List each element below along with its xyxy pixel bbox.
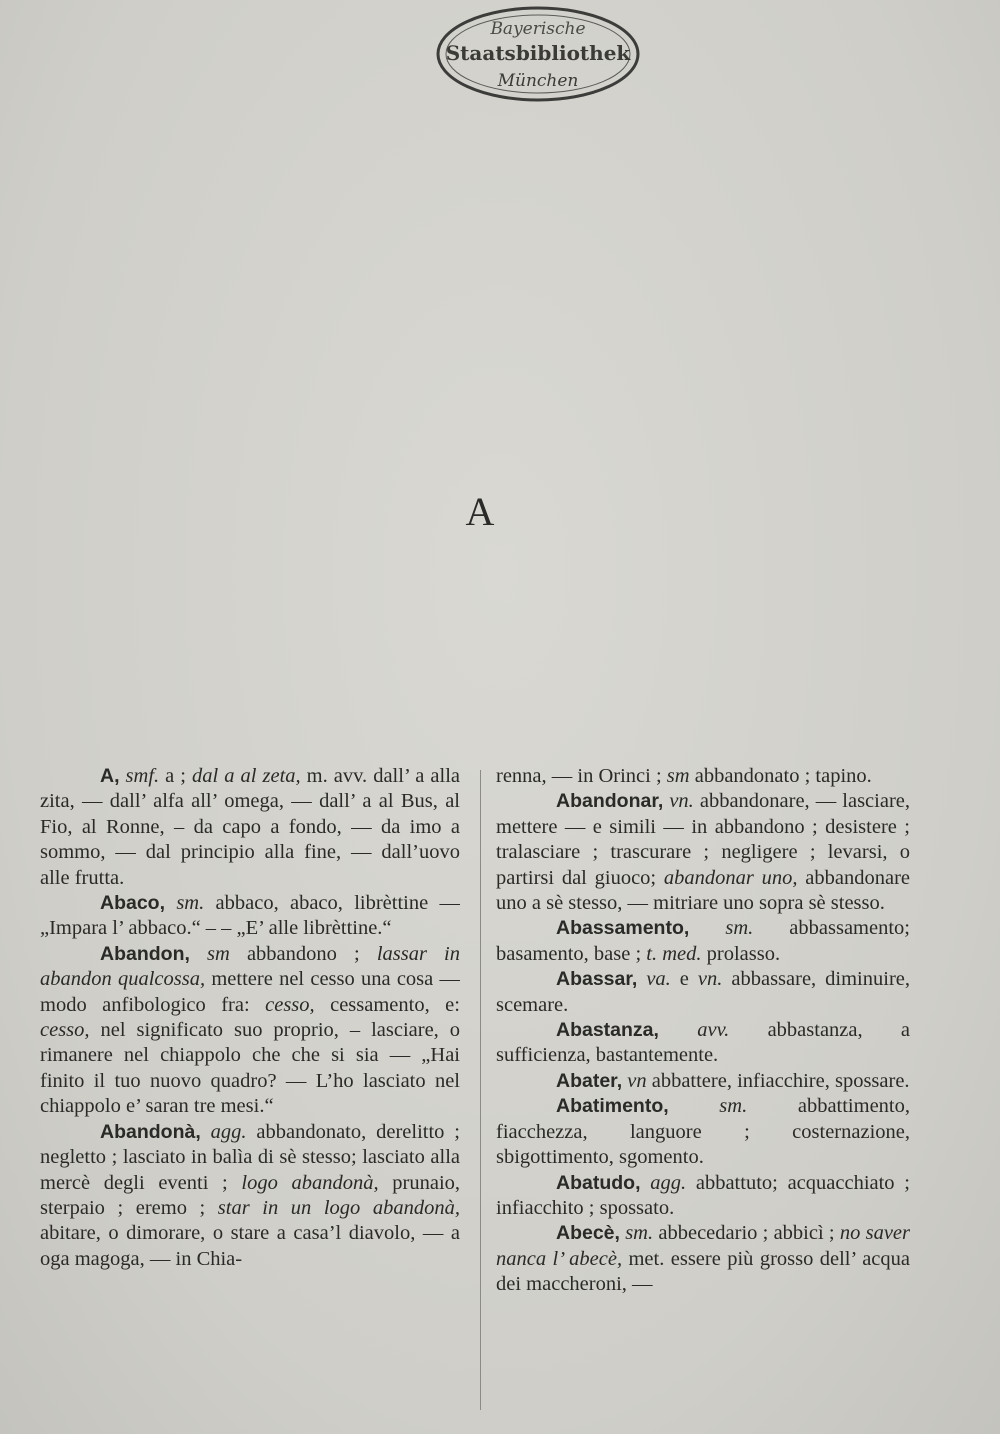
headword: Abandonà,: [100, 1120, 201, 1143]
entry-abassamento: Abassamento, sm. abbassamento; basamento, base ; t. med. prolasso.: [496, 917, 910, 965]
left-column: [40, 764, 460, 1414]
grammar-tag: agg.: [210, 1120, 247, 1143]
library-stamp-seal: [432, 2, 644, 106]
column-divider: [480, 770, 481, 1410]
grammar-tag: sm.: [725, 917, 754, 940]
headword: Abandon,: [100, 942, 190, 965]
section-letter-heading: A: [465, 489, 495, 534]
grammar-tag: sm.: [719, 1095, 748, 1118]
entry-abassar: Abassar, va. e vn. abbassare, diminuire, scemare.: [496, 968, 910, 1016]
grammar-tag: vn: [627, 1069, 647, 1092]
headword: Abatudo,: [556, 1171, 641, 1194]
grammar-tag: smf.: [125, 765, 160, 787]
headword: Abandonar,: [556, 790, 664, 813]
headword: Abatimento,: [556, 1095, 669, 1118]
right-column: [496, 764, 910, 1414]
headword: Abecè,: [556, 1222, 620, 1245]
stamp-line-3: München: [497, 71, 579, 91]
headword: Abassar,: [556, 968, 638, 991]
entry-abandona-continued: renna, — in Orinci ; sm abbandonato ; tapino.: [496, 765, 872, 787]
grammar-tag: avv.: [697, 1019, 730, 1042]
entry-abandon: Abandon, sm abbandono ; lassar in abandon qualcossa, mettere nel cesso una cosa — modo anfibologico fra: cesso, cessamento, e: cesso, nel significato suo proprio, – lasciare, o rimanere nel chiappolo che che si sia — „Hai finito il tuo nuovo quadro? — L’ho lasciato nel chiappolo e’ saran tre mesi.“: [40, 942, 460, 1118]
headword: Abater,: [556, 1069, 623, 1092]
headword: Abastanza,: [556, 1019, 659, 1042]
headword: Abassamento,: [556, 917, 690, 940]
grammar-tag: agg.: [650, 1171, 687, 1194]
grammar-tag: sm: [207, 942, 230, 965]
library-stamp: [432, 2, 644, 106]
entry-abastanza: Abastanza, avv. abbastanza, a sufficienza, bastantemente.: [496, 1019, 910, 1067]
entry-a: A, smf. a ; dal a al zeta, m. avv. dall’ a alla zita, — dall’ alfa all’ omega, — dall’ a al Bus, al Fio, al Ronne, – da capo a fondo, — da imo a sommo, — dal principio alla fine, — dall’uovo alle frutta.: [40, 765, 460, 889]
stamp-line-1: Bayerische: [490, 19, 586, 39]
headword: Abaco,: [100, 892, 166, 915]
grammar-tag: vn.: [669, 790, 694, 813]
entry-abater: Abater, vn abbattere, infiacchire, spossare.: [556, 1069, 910, 1092]
grammar-tag: va.: [646, 968, 671, 991]
grammar-tag: sm.: [176, 892, 205, 915]
headword: A,: [100, 765, 120, 787]
stamp-line-2: Staatsbibliothek: [445, 41, 631, 65]
entry-abatimento: Abatimento, sm. abbattimento, fiacchezza, languore ; costernazione, sbigottimento, sgomento.: [496, 1095, 910, 1169]
grammar-tag: sm.: [625, 1222, 654, 1245]
entry-abandonar: Abandonar, vn. abbandonare, — lasciare, mettere — e simili — in abbandono ; desistere ; tralasciare ; trascurare ; negligere ; levarsi, o partirsi dal giuoco; abandonar uno, abbandonare uno a sè stesso, — mitriare uno sopra sè stesso.: [496, 790, 910, 915]
entry-abatudo: Abatudo, agg. abbattuto; acquacchiato ; infiacchito ; spossato.: [496, 1171, 910, 1219]
entry-abece: Abecè, sm. abbecedario ; abbicì ; no saver nanca l’ abecè, met. essere più grosso dell’ acqua dei maccheroni, —: [496, 1222, 910, 1296]
entry-abandona: Abandonà, agg. abbandonato, derelitto ; negletto ; lasciato in balìa di sè stesso; lasciato alla mercè degli eventi ; logo abandonà, prunaio, sterpaio ; eremo ; star in un logo abandonà, abitare, o dimorare, o stare a casa’l diavolo, — a oga magoga, — in Chia-: [40, 1120, 460, 1270]
grammar-tag: sm: [666, 765, 690, 787]
entry-abaco: Abaco, sm. abbaco, abaco, librèttine — „Impara l’ abbaco.“ – – „E’ alle librèttine.“: [40, 892, 460, 940]
